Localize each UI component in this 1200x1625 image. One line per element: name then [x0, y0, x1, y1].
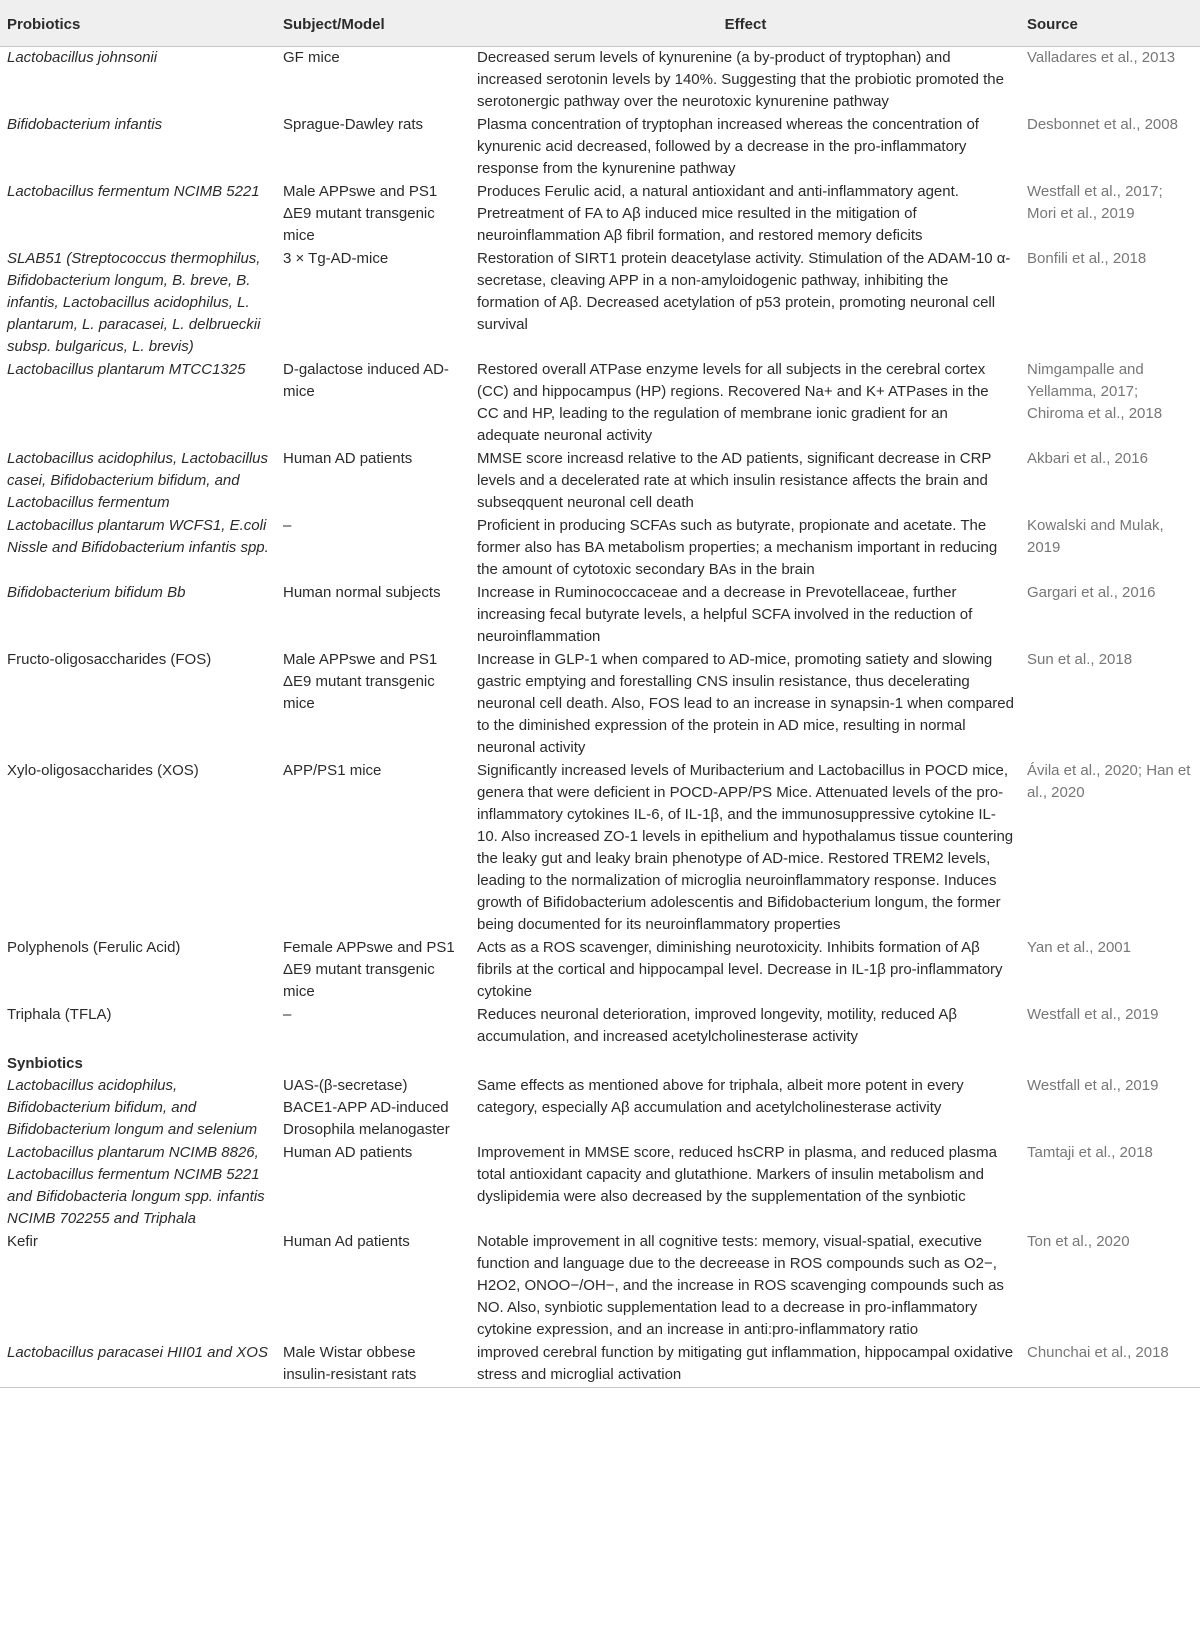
probiotic-name: Lactobacillus plantarum WCFS1, E.coli Nissle and Bifidobacterium infantis spp. — [7, 517, 269, 556]
subject-model: Female APPswe and PS1 ΔE9 mutant transgenic mice — [283, 939, 455, 1000]
effect-text: Plasma concentration of tryptophan increased whereas the concentration of kynurenic acid decreased, followed by a decrease in the pro-inflammatory response from the kynurenine pathway — [477, 116, 979, 177]
effect-text: Improvement in MMSE score, reduced hsCRP in plasma, and reduced plasma total antioxidant capacity and glutathione. Markers of insulin metabolism and dyslipidemia were also decreased by the supplementation of the synbiotic — [477, 1144, 997, 1205]
probiotic-name: Triphala (TFLA) — [7, 1006, 112, 1023]
source-citation: Gargari et al., 2016 — [1027, 584, 1156, 601]
effect-text: Reduces neuronal deterioration, improved longevity, motility, reduced Aβ accumulation, and increased acetylcholinesterase activity — [477, 1006, 957, 1045]
effect-text: Same effects as mentioned above for triphala, albeit more potent in every category, especially Aβ accumulation and acetylcholinesterase activity — [477, 1077, 964, 1116]
table-row — [0, 248, 1200, 359]
table-row — [0, 359, 1200, 448]
source-citation: Ávila et al., 2020; Han et al., 2020 — [1027, 762, 1191, 801]
header-probiotics: Probiotics — [0, 0, 276, 47]
subject-model: 3 × Tg-AD-mice — [283, 250, 389, 267]
effect-text: Acts as a ROS scavenger, diminishing neurotoxicity. Inhibits formation of Aβ fibrils at the cortical and hippocampal level. Decrease in IL-1β pro-inflammatory cytokine — [477, 939, 1003, 1000]
table-row — [0, 582, 1200, 649]
probiotic-name: Lactobacillus acidophilus, Lactobacillus casei, Bifidobacterium bifidum, and Lactobacillus fermentum — [7, 450, 268, 511]
table-header — [0, 0, 1200, 47]
probiotic-name: Lactobacillus paracasei HII01 and XOS — [0, 1342, 276, 1388]
source-citation: Desbonnet et al., 2008 — [1027, 116, 1178, 133]
subject-model: Male APPswe and PS1 ΔE9 mutant transgenic mice — [283, 183, 438, 244]
source-citation: Nimgampalle and Yellamma, 2017; Chiroma et al., 2018 — [1027, 361, 1163, 422]
effect-text: MMSE score increasd relative to the AD patients, significant decrease in CRP levels and a decelerated rate at which insulin resistance affects the brain and subseqquent neuronal cell death — [477, 450, 992, 511]
table-row — [0, 181, 1200, 248]
probiotic-name: Lactobacillus fermentum NCIMB 5221 — [7, 183, 260, 200]
source-citation: Tamtaji et al., 2018 — [1027, 1144, 1153, 1161]
header-row — [0, 0, 1200, 47]
subject-model: GF mice — [283, 49, 340, 66]
effect-text: improved cerebral function by mitigating gut inflammation, hippocampal oxidative stress and microglial activation — [470, 1342, 1020, 1388]
subject-model: Human AD patients — [283, 1144, 413, 1161]
table-body — [0, 47, 1200, 1388]
source-citation: Ton et al., 2020 — [1027, 1233, 1130, 1250]
subject-model: UAS-(β-secretase) BACE1-APP AD-induced Drosophila melanogaster — [283, 1077, 450, 1138]
subject-model: Male APPswe and PS1 ΔE9 mutant transgenic mice — [283, 651, 438, 712]
effect-text: Produces Ferulic acid, a natural antioxidant and anti-inflammatory agent. Pretreatment of FA to Aβ induced mice resulted in the mitigation of neuroinflammation Aβ fibril formation, and restored memory deficits — [477, 183, 959, 244]
table-row — [0, 937, 1200, 1004]
source-citation: Akbari et al., 2016 — [1027, 450, 1148, 467]
source-citation: Valladares et al., 2013 — [1027, 49, 1176, 66]
source-citation: Chunchai et al., 2018 — [1020, 1342, 1200, 1388]
subject-model: APP/PS1 mice — [283, 762, 382, 779]
probiotic-name: Kefir — [7, 1233, 38, 1250]
subject-model: Human Ad patients — [283, 1233, 410, 1250]
subject-model: Male Wistar obbese insulin-resistant rats — [276, 1342, 470, 1388]
header-effect: Effect — [470, 0, 1020, 47]
table-row — [0, 1004, 1200, 1049]
source-citation: Westfall et al., 2017; Mori et al., 2019 — [1027, 183, 1163, 222]
section-row-synbiotics — [0, 1049, 1200, 1075]
probiotic-name: Lactobacillus acidophilus, Bifidobacterium bifidum, and Bifidobacterium longum and selenium — [7, 1077, 258, 1138]
header-source: Source — [1020, 0, 1200, 47]
section-label: Synbiotics — [7, 1055, 83, 1072]
table-row — [0, 114, 1200, 181]
source-citation: Westfall et al., 2019 — [1027, 1077, 1159, 1094]
subject-model: Human AD patients — [283, 450, 413, 467]
effect-text: Proficient in producing SCFAs such as butyrate, propionate and acetate. The former also has BA metabolism properties; a mechanism important in reducing the amount of cytotoxic secondary BAs in the brain — [477, 517, 998, 578]
probiotic-name: Fructo-oligosaccharides (FOS) — [7, 651, 212, 668]
table-row — [0, 1142, 1200, 1231]
probiotic-name: Lactobacillus plantarum NCIMB 8826, Lactobacillus fermentum NCIMB 5221 and Bifidobacteria longum spp. infantis NCIMB 702255 and Triphala — [7, 1144, 265, 1227]
probiotic-name: Bifidobacterium bifidum Bb — [7, 584, 186, 601]
effect-text: Notable improvement in all cognitive tests: memory, visual-spatial, executive function and language due to the decreease in ROS compounds such as O2−, H2O2, ONOO−/OH−, and the increase in ROS scavenging compounds such as NO. Also, synbiotic supplementation lead to a decrease in pro-inflammatory cytokine expression, and an increase in anti:pro-inflammatory ratio — [477, 1233, 1004, 1338]
table-row — [0, 649, 1200, 760]
table-row — [0, 448, 1200, 515]
probiotic-name: Lactobacillus plantarum MTCC1325 — [7, 361, 246, 378]
probiotic-name: Lactobacillus johnsonii — [7, 49, 158, 66]
source-citation: Yan et al., 2001 — [1027, 939, 1131, 956]
subject-model: D-galactose induced AD-mice — [283, 361, 449, 400]
table-row — [0, 47, 1200, 115]
subject-model: – — [283, 1006, 292, 1023]
table-row — [0, 515, 1200, 582]
table-row — [0, 1075, 1200, 1142]
source-citation: Kowalski and Mulak, 2019 — [1027, 517, 1164, 556]
effect-text: Increase in Ruminococcaceae and a decrease in Prevotellaceae, further increasing fecal butyrate levels, a helpful SCFA involved in the reduction of neuroinflammation — [477, 584, 973, 645]
probiotic-name: Bifidobacterium infantis — [7, 116, 163, 133]
probiotic-name: Polyphenols (Ferulic Acid) — [7, 939, 181, 956]
source-citation: Sun et al., 2018 — [1027, 651, 1133, 668]
table-row — [0, 1231, 1200, 1342]
subject-model: Human normal subjects — [283, 584, 441, 601]
source-citation: Bonfili et al., 2018 — [1027, 250, 1147, 267]
effect-text: Decreased serum levels of kynurenine (a by-product of tryptophan) and increased serotonin levels by 140%. Suggesting that the probiotic promoted the serotonergic pathway over the neurotoxic kynurenine pathway — [477, 49, 1004, 110]
effect-text: Significantly increased levels of Muribacterium and Lactobacillus in POCD mice, genera that were deficient in POCD-APP/PS Mice. Attenuated levels of the pro-inflammatory cytokines IL-6, of IL-1β, and the immunosuppressive cytokine IL-10. Also increased ZO-1 levels in epithelium and hypothalamus tissue countering the leaky gut and leaky brain phenotype of AD-mice. Restored TREM2 levels, leading to the normalization of microglia neuroinflammatory response. Induces growth of Bifidobacterium adolescentis and Bifidobacterium longum, the former being documented for its neuroinflammatory properties — [477, 762, 1014, 933]
effect-text: Restored overall ATPase enzyme levels for all subjects in the cerebral cortex (CC) and hippocampus (HP) regions. Recovered Na+ and K+ ATPases in the CC and HP, leading to the regulation of membrane ionic gradient for an adequate neuronal activity — [477, 361, 989, 444]
subject-model: Sprague-Dawley rats — [283, 116, 424, 133]
table-row — [0, 760, 1200, 937]
effect-text: Increase in GLP-1 when compared to AD-mice, promoting satiety and slowing gastric emptying and forestalling CNS insulin resistance, thus decelerating neuronal cell death. Also, FOS lead to an increase in synapsin-1 when compared to the diminished expression of the protein in AD mice, resulting in normal neuronal activity — [477, 651, 1014, 756]
table-row — [0, 1342, 1200, 1388]
header-subject: Subject/Model — [276, 0, 470, 47]
probiotic-name: SLAB51 (Streptococcus thermophilus, Bifidobacterium longum, B. breve, B. infantis, Lactobacillus acidophilus, L. plantarum, L. paracasei, L. delbrueckii subsp. bulgaricus, L. brevis) — [7, 250, 261, 355]
probiotic-name: Xylo-oligosaccharides (XOS) — [7, 762, 199, 779]
effect-text: Restoration of SIRT1 protein deacetylase activity. Stimulation of the ADAM-10 α-secretase, cleaving APP in a non-amyloidogenic pathway, inhibiting the formation of Aβ. Decreased acetylation of p53 protein, promoting neuronal cell survival — [477, 250, 1011, 333]
source-citation: Westfall et al., 2019 — [1027, 1006, 1159, 1023]
subject-model: – — [283, 517, 292, 534]
